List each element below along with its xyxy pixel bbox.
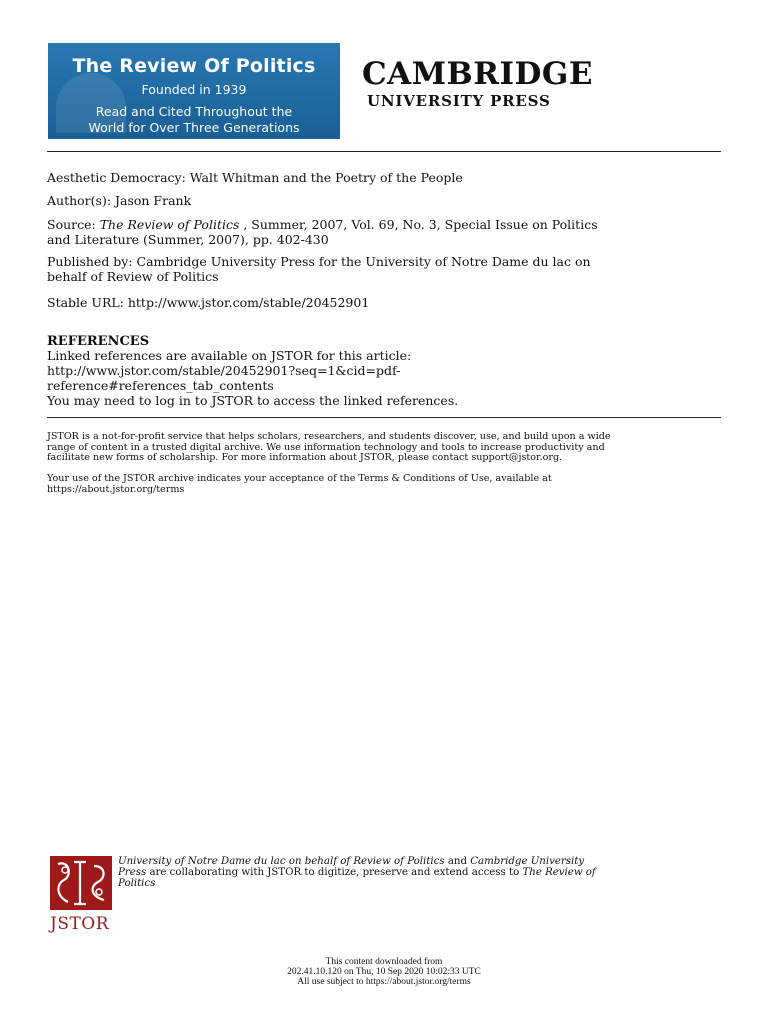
top-divider [47, 151, 721, 152]
download-line-3[interactable]: All use subject to https://about.jstor.org/terms [297, 977, 471, 987]
stable-url-link[interactable]: Stable URL: http://www.jstor.com/stable/20452901 [47, 295, 370, 310]
source-journal: The Review of Politics [99, 217, 240, 232]
jstor-emblem-icon [50, 856, 112, 910]
jstor-logo [50, 856, 116, 936]
university-press-wordmark: UNIVERSITY PRESS [367, 92, 551, 110]
download-line-2: 202.41.10.120 on Thu, 10 Sep 2020 10:02:33 UTC [287, 967, 481, 977]
partner-name-1: University of Notre Dame du lac on behalf of Review of Politics [118, 856, 445, 867]
banner-title: The Review Of Politics [72, 55, 316, 77]
source-details: , Summer, 2007, Vol. 69, No. 3, Special Issue on Politics and Literature (Summer, 2007), pp. 402-430 [47, 217, 598, 247]
terms-notice: Your use of the JSTOR archive indicates your acceptance of the Terms & Conditions of Use, available at https://about.jstor.org/terms [47, 473, 552, 495]
cambridge-logo [362, 56, 622, 116]
references-heading: REFERENCES [47, 334, 150, 349]
article-publisher: Published by: Cambridge University Press for the University of Notre Dame du lac on behalf of Review of Politics [47, 254, 591, 284]
partner-and: and [444, 856, 471, 867]
jstor-about-notice: JSTOR is a not-for-profit service that helps scholars, researchers, and students discover, use, and build upon a wide range of content in a trusted digital archive. We use information technology and tools to increase productivity and facilitate new forms of scholarship. For more information about JSTOR, please contact support@jstor.org. [47, 431, 611, 463]
cambridge-wordmark: CAMBRIDGE [362, 56, 593, 92]
source-label: Source: [47, 217, 100, 232]
partner-middle: are collaborating with JSTOR to digitize, preserve and extend access to [146, 867, 523, 878]
references-text[interactable]: Linked references are available on JSTOR for this article: http://www.jstor.com/stable/20452901?seq=1&cid=pdf- reference#references_tab_contents You may need to log in to JSTOR to access the linked references. [47, 348, 459, 408]
banner-tagline-2: World for Over Three Generations [88, 120, 300, 135]
article-source [47, 217, 727, 247]
partner-name-2: Cambridge University Press [118, 856, 585, 878]
middle-divider [47, 417, 721, 418]
partner-statement [118, 856, 678, 889]
review-of-politics-banner [48, 43, 340, 139]
banner-tagline-1: Read and Cited Throughout the [95, 104, 293, 119]
partner-journal: The Review of Politics [118, 867, 596, 889]
download-line-1: This content downloaded from [325, 957, 443, 967]
article-authors: Author(s): Jason Frank [47, 193, 192, 208]
jstor-wordmark: JSTOR [50, 914, 110, 934]
banner-founded: Founded in 1939 [141, 82, 247, 97]
article-title: Aesthetic Democracy: Walt Whitman and the Poetry of the People [47, 170, 463, 185]
